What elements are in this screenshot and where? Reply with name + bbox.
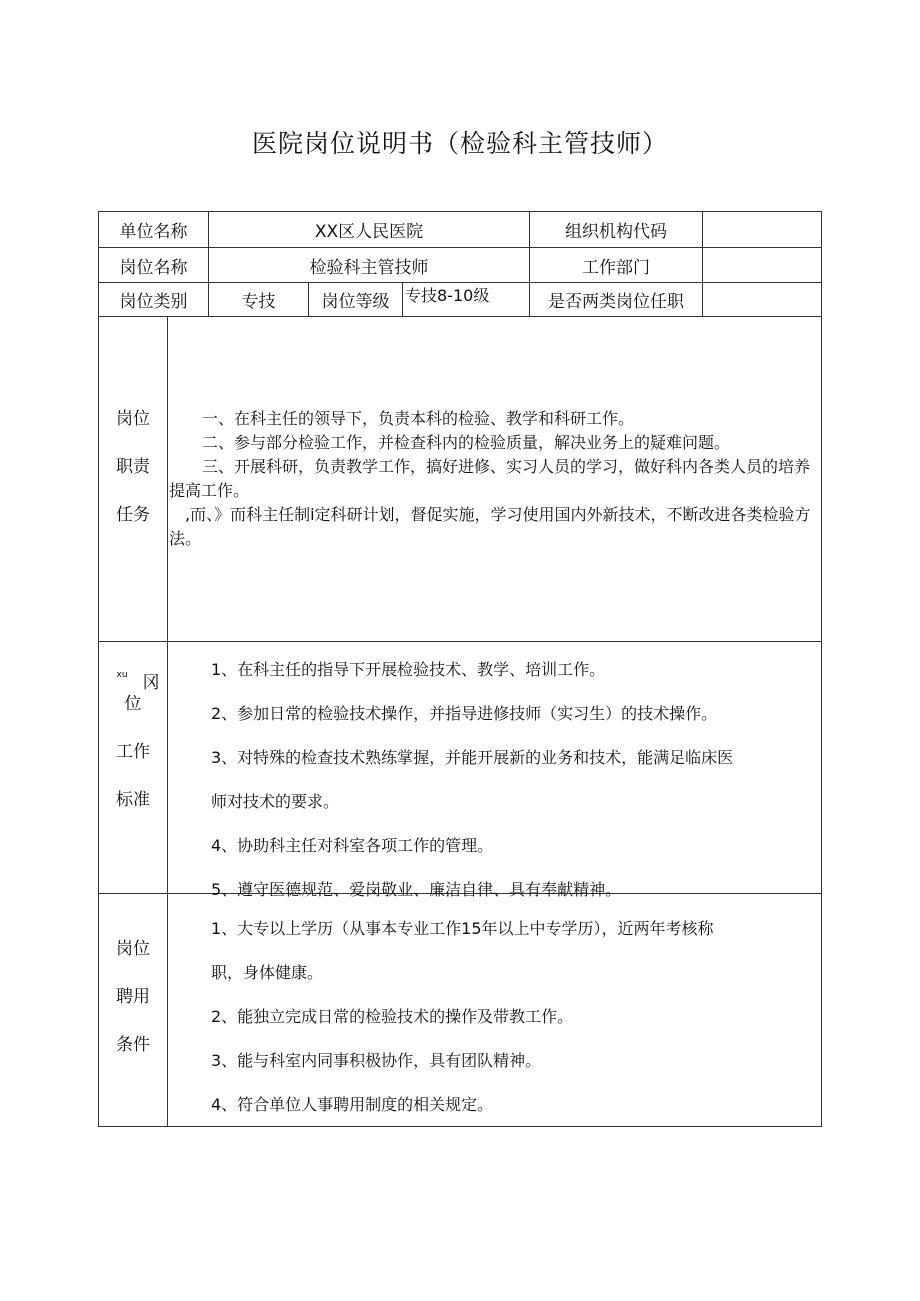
dept-label: 工作部门: [582, 257, 650, 278]
post-type-value: 专技: [241, 292, 276, 312]
row-divider: [98, 316, 822, 317]
duties-text: [169, 407, 819, 551]
org-code-label: 组织机构代码: [565, 222, 667, 242]
post-grade-label: 岗位等级: [321, 292, 390, 312]
standards-label-line: 工作: [116, 742, 150, 762]
post-grade-value: 专技8-10级: [405, 285, 490, 305]
duties-label-line: 岗位: [116, 409, 150, 429]
document-title: 医院岗位说明书（检验科主管技师）: [251, 129, 668, 158]
post-name-value: 检验科主管技师: [309, 257, 429, 278]
dept-value: [703, 248, 821, 282]
standards-label-glyph: 冈: [142, 673, 160, 693]
standards-label-text: 位: [124, 694, 142, 714]
duties-label-line: 职责: [116, 457, 150, 477]
standard-item: 师对技术的要求。: [211, 792, 340, 811]
condition-item: 3、能与科室内同事积极协作，具有团队精神。: [211, 1051, 542, 1070]
duty-item: ,而、》而科主任制i定科研计划，督促实施，学习使用国内外新技术，不断改进各类检验方法。: [169, 505, 811, 548]
condition-item: 2、能独立完成日常的检验技术的操作及带教工作。: [211, 1007, 574, 1026]
duties-label-line: 任务: [116, 505, 150, 525]
standard-item: 2、参加日常的检验技术操作，并指导进修技师（实习生）的技术操作。: [211, 704, 718, 723]
condition-item: 4、符合单位人事聘用制度的相关规定。: [211, 1095, 494, 1114]
conditions-list: [211, 907, 811, 1127]
org-code-value: [703, 212, 821, 247]
post-type-label: 岗位类别: [119, 292, 188, 312]
col-divider: [167, 316, 168, 1127]
condition-item: 职，身体健康。: [211, 963, 324, 982]
standards-label-line: 标准: [116, 790, 150, 810]
dual-post-label: 是否两类岗位任职: [548, 292, 684, 312]
duty-item: 一、在科主任的领导下，负责本科的检验、教学和科研工作。: [202, 409, 635, 428]
unit-name-value: XX区人民医院: [314, 222, 424, 242]
standard-item: 4、协助科主任对科室各项工作的管理。: [211, 836, 494, 855]
unit-name-label: 单位名称: [119, 222, 188, 242]
standards-list: [211, 648, 811, 912]
conditions-label-line: 岗位: [116, 939, 150, 959]
row-divider: [98, 641, 822, 642]
standards-label: [100, 670, 166, 824]
post-name-label: 岗位名称: [119, 257, 188, 278]
standard-item: 5、遵守医德规范、爱岗敬业、廉洁自律、具有奉献精神。: [211, 880, 622, 899]
conditions-label-line: 聘用: [116, 987, 150, 1007]
duty-item: 三、开展科研，负责教学工作，搞好进修、实习人员的学习，做好科内各类人员的培养提高工作。: [169, 457, 811, 500]
dual-post-value: [703, 283, 821, 316]
standard-item: 1、在科主任的指导下开展检验技术、教学、培训工作。: [211, 660, 606, 679]
standard-item: 3、对特殊的检查技术熟练掌握，并能开展新的业务和技术，能满足临床医: [211, 748, 734, 767]
condition-item: 1、大专以上学历（从事本专业工作15年以上中专学历），近两年考核称: [211, 919, 714, 938]
conditions-label: [100, 925, 166, 1069]
duty-item: 二、参与部分检验工作，并检查科内的检验质量，解决业务上的疑难问题。: [202, 433, 731, 452]
standards-label-small: xu: [116, 670, 128, 680]
standards-label-line: [116, 670, 160, 728]
duties-label: [100, 395, 166, 539]
conditions-label-line: 条件: [116, 1035, 150, 1055]
